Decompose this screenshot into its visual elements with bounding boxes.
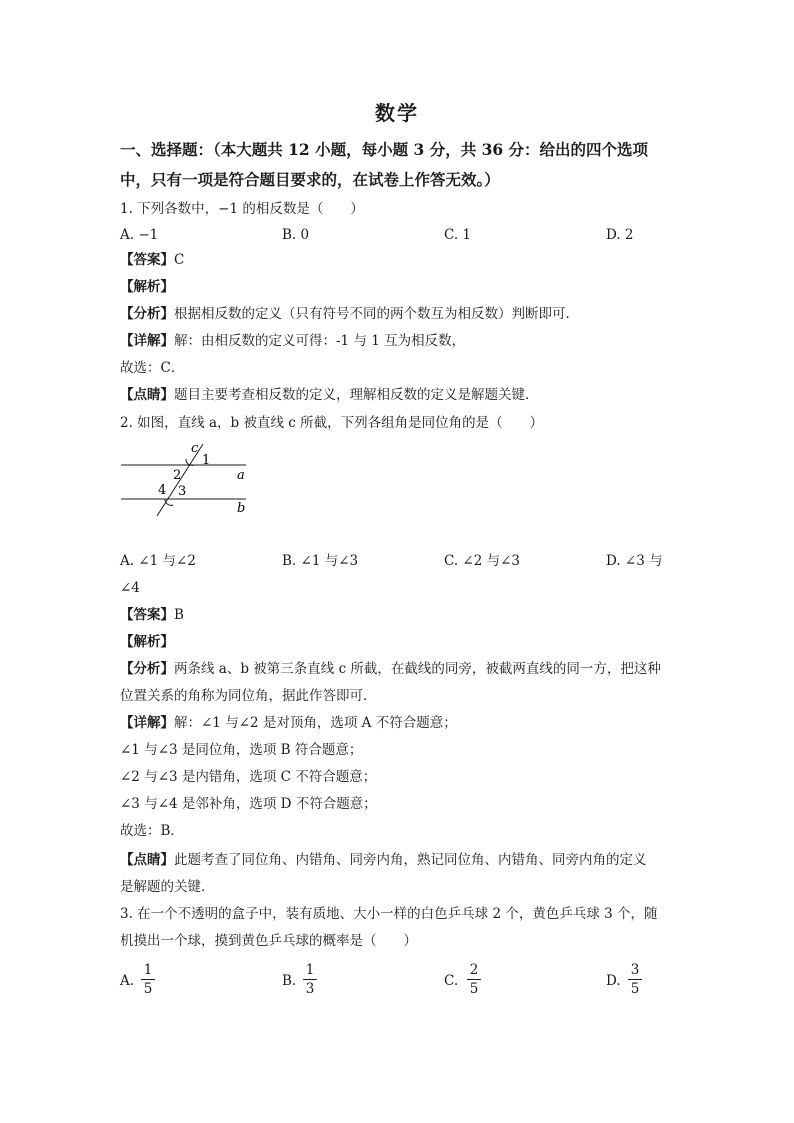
q2-dianjing-line-1 (120, 850, 680, 870)
label-b: b (237, 501, 246, 516)
q1-fenxi-line (120, 304, 680, 324)
q3-stem-line-2: 机摸出一个球，摸到黄色乒乓球的概率是（ ） (120, 933, 417, 949)
q3-option-d-label: D. (606, 973, 621, 989)
q1-fenxi: 根据相反数的定义（只有符号不同的两个数互为相反数）判断即可． (174, 306, 579, 322)
dianjing-tag: 【点睛】 (120, 852, 174, 868)
q1-option-d: D. 2 (606, 227, 634, 243)
xiangjie-tag: 【详解】 (120, 715, 174, 731)
q2-answer-line (120, 605, 680, 625)
q3-option-c-label: C. (444, 973, 459, 989)
label-angle-1: 1 (202, 453, 211, 468)
q2-analysis-line (120, 632, 680, 652)
q3-option-d-fraction (627, 962, 643, 997)
q2-xiangjie-line-2: ∠1 与∠3 是同位角，选项 B 符合题意； (120, 742, 363, 758)
label-angle-2: 2 (173, 468, 182, 483)
q3-stem-line-1: 3. 在一个不透明的盒子中，装有质地、大小一样的白色乒乓球 2 个，黄色乒乓球 3 个，随 (120, 906, 658, 922)
q2-option-d: D. ∠3 与 (606, 553, 663, 569)
section-heading-line-2: 中，只有一项是符合题目要求的，在试卷上作答无效。） (120, 170, 500, 189)
numerator: 3 (630, 962, 640, 978)
q2-option-c: C. ∠2 与∠3 (444, 553, 521, 569)
q1-dianjing: 题目主要考查相反数的定义，理解相反数的定义是解题关键． (174, 387, 539, 403)
q3-option-b-label: B. (282, 973, 297, 989)
answer-tag: 【答案】 (120, 252, 174, 268)
label-c: c (191, 441, 199, 456)
analysis-tag: 【解析】 (120, 634, 174, 650)
q2-option-d-wrap: ∠4 (120, 580, 140, 596)
q2-figure (115, 438, 255, 518)
q2-answer: B (174, 607, 184, 623)
q2-fenxi-line-2: 位置关系的角称为同位角，据此作答即可． (120, 688, 377, 704)
q1-xiangjie-line (120, 331, 680, 351)
q2-option-a: A. ∠1 与∠2 (120, 553, 196, 569)
fenxi-tag: 【分析】 (120, 306, 174, 322)
q1-answer-line (120, 250, 680, 270)
denominator: 5 (630, 981, 640, 997)
q2-option-b: B. ∠1 与∠3 (282, 553, 359, 569)
q3-option-a-label: A. (120, 973, 135, 989)
q1-dianjing-line (120, 385, 680, 405)
denominator: 5 (469, 981, 479, 997)
q1-answer: C (174, 252, 185, 268)
dianjing-tag: 【点睛】 (120, 387, 174, 403)
q2-conclusion: 故选：B． (120, 823, 184, 839)
numerator: 1 (143, 962, 153, 978)
answer-tag: 【答案】 (120, 607, 174, 623)
xiangjie-tag: 【详解】 (120, 333, 174, 349)
q2-fenxi-line-1 (120, 659, 680, 679)
q2-xiangjie-line-4: ∠3 与∠4 是邻补角，选项 D 不符合题意； (120, 796, 377, 812)
q2-xiangjie-line-3: ∠2 与∠3 是内错角，选项 C 不符合题意； (120, 769, 377, 785)
q2-dianjing-1: 此题考查了同位角、内错角、同旁内角，熟记同位角、内错角、同旁内角的定义 (174, 852, 647, 868)
q1-option-b: B. 0 (282, 227, 310, 243)
analysis-tag: 【解析】 (120, 279, 174, 295)
q1-analysis-line (120, 277, 680, 297)
q1-option-c: C. 1 (444, 227, 472, 243)
q1-xiangjie: 解：由相反数的定义可得：-1 与 1 互为相反数， (174, 333, 466, 349)
q1-option-a: A. −1 (120, 227, 159, 243)
q2-fenxi-1: 两条线 a、b 被第三条直线 c 所截，在截线的同旁，被截两直线的同一方，把这种 (174, 661, 661, 677)
q1-stem: 1. 下列各数中，−1 的相反数是（ ） (120, 201, 364, 217)
angle-arc-bottom (165, 499, 173, 505)
q3-option-b-fraction (302, 962, 318, 997)
label-angle-3: 3 (178, 484, 187, 499)
q1-conclusion: 故选：C． (120, 360, 185, 376)
page-title: 数学 (375, 101, 419, 125)
q2-xiangjie-1: 解：∠1 与∠2 是对顶角，选项 A 不符合题意； (174, 715, 457, 731)
section-heading-line-1: 一、选择题：（本大题共 12 小题，每小题 3 分，共 36 分：给出的四个选项 (120, 140, 649, 159)
label-angle-4: 4 (158, 483, 167, 498)
denominator: 5 (143, 981, 153, 997)
denominator: 3 (305, 981, 315, 997)
q2-dianjing-line-2: 是解题的关键． (120, 879, 215, 895)
label-a: a (237, 468, 245, 483)
numerator: 1 (305, 962, 315, 978)
q2-xiangjie-line-1 (120, 713, 680, 733)
q3-option-c-fraction (466, 962, 482, 997)
q2-stem: 2. 如图，直线 a，b 被直线 c 所截，下列各组角是同位角的是（ ） (120, 415, 544, 431)
fenxi-tag: 【分析】 (120, 661, 174, 677)
q3-option-a-fraction (140, 962, 156, 997)
numerator: 2 (469, 962, 479, 978)
